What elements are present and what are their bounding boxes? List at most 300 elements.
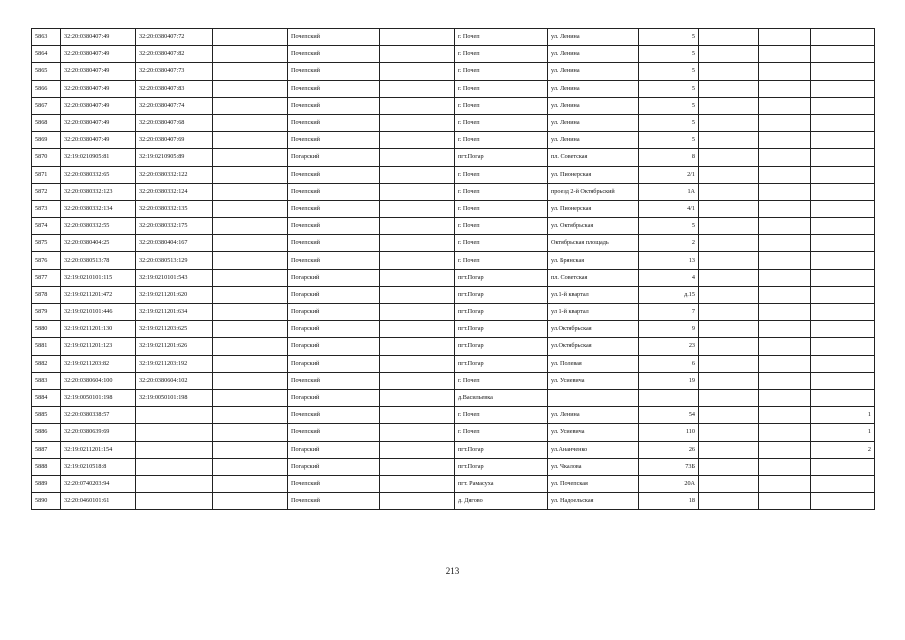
cadastral-number-cell: 32:19:0210101:446 <box>61 304 136 321</box>
district-cell: Погарский <box>288 149 380 166</box>
cadastral-number-cell: 32:20:0380407:49 <box>61 80 136 97</box>
blank-column-2-cell <box>380 166 455 183</box>
quantity-cell <box>811 355 875 372</box>
quantity-cell <box>811 389 875 406</box>
house-number-cell: 8 <box>639 149 699 166</box>
extra-column-2-cell <box>759 407 811 424</box>
table-row <box>32 252 875 269</box>
blank-column-cell <box>213 304 288 321</box>
house-number-cell <box>639 389 699 406</box>
extra-column-1-cell <box>699 200 759 217</box>
object-cadastral-number-cell: 32:20:0380332:135 <box>136 200 213 217</box>
house-number-cell: 20А <box>639 475 699 492</box>
street-cell: ул. Ленина <box>548 114 639 131</box>
street-cell: ул. Ленина <box>548 46 639 63</box>
table-row <box>32 114 875 131</box>
cadastral-number-cell: 32:20:0380407:49 <box>61 46 136 63</box>
street-cell: ул. Чкалова <box>548 458 639 475</box>
row-number-cell: 5883 <box>32 372 61 389</box>
house-number-cell: д.15 <box>639 286 699 303</box>
object-cadastral-number-cell: 32:19:0211203:625 <box>136 321 213 338</box>
blank-column-2-cell <box>380 183 455 200</box>
blank-column-cell <box>213 372 288 389</box>
district-cell: Почепский <box>288 114 380 131</box>
district-cell: Почепский <box>288 46 380 63</box>
district-cell: Погарский <box>288 286 380 303</box>
district-cell: Погарский <box>288 269 380 286</box>
blank-column-2-cell <box>380 304 455 321</box>
cadastral-number-cell: 32:20:0380407:49 <box>61 29 136 46</box>
settlement-cell: пгт.Погар <box>455 286 548 303</box>
extra-column-2-cell <box>759 252 811 269</box>
house-number-cell: 5 <box>639 132 699 149</box>
house-number-cell: 7 <box>639 304 699 321</box>
quantity-cell <box>811 235 875 252</box>
blank-column-cell <box>213 80 288 97</box>
extra-column-1-cell <box>699 355 759 372</box>
extra-column-2-cell <box>759 269 811 286</box>
table-body <box>32 29 875 510</box>
object-cadastral-number-cell: 32:20:0380407:83 <box>136 80 213 97</box>
blank-column-2-cell <box>380 424 455 441</box>
blank-column-cell <box>213 424 288 441</box>
table-row <box>32 372 875 389</box>
district-cell: Почепский <box>288 132 380 149</box>
table-row <box>32 166 875 183</box>
cadastral-number-cell: 32:20:0380407:49 <box>61 97 136 114</box>
object-cadastral-number-cell: 32:20:0380407:68 <box>136 114 213 131</box>
blank-column-cell <box>213 132 288 149</box>
quantity-cell <box>811 252 875 269</box>
extra-column-1-cell <box>699 252 759 269</box>
house-number-cell: 1А <box>639 183 699 200</box>
blank-column-2-cell <box>380 493 455 510</box>
house-number-cell: 5 <box>639 97 699 114</box>
settlement-cell: г. Почеп <box>455 29 548 46</box>
extra-column-1-cell <box>699 286 759 303</box>
blank-column-2-cell <box>380 132 455 149</box>
extra-column-2-cell <box>759 114 811 131</box>
extra-column-2-cell <box>759 132 811 149</box>
row-number-cell: 5877 <box>32 269 61 286</box>
table-row <box>32 132 875 149</box>
blank-column-2-cell <box>380 29 455 46</box>
street-cell: ул. Ленина <box>548 29 639 46</box>
house-number-cell: 19 <box>639 372 699 389</box>
row-number-cell: 5872 <box>32 183 61 200</box>
quantity-cell <box>811 200 875 217</box>
cadastral-number-cell: 32:20:0380407:49 <box>61 63 136 80</box>
blank-column-cell <box>213 338 288 355</box>
object-cadastral-number-cell: 32:20:0380407:69 <box>136 132 213 149</box>
object-cadastral-number-cell: 32:19:0211203:192 <box>136 355 213 372</box>
extra-column-1-cell <box>699 149 759 166</box>
object-cadastral-number-cell <box>136 441 213 458</box>
extra-column-1-cell <box>699 218 759 235</box>
row-number-cell: 5884 <box>32 389 61 406</box>
object-cadastral-number-cell: 32:19:0211201:620 <box>136 286 213 303</box>
object-cadastral-number-cell <box>136 407 213 424</box>
table-row <box>32 338 875 355</box>
extra-column-1-cell <box>699 235 759 252</box>
cadastral-number-cell: 32:20:0380338:57 <box>61 407 136 424</box>
row-number-cell: 5867 <box>32 97 61 114</box>
quantity-cell <box>811 166 875 183</box>
row-number-cell: 5890 <box>32 493 61 510</box>
street-cell: ул. Ленина <box>548 63 639 80</box>
settlement-cell: пгт.Погар <box>455 321 548 338</box>
extra-column-1-cell <box>699 441 759 458</box>
quantity-cell <box>811 97 875 114</box>
quantity-cell <box>811 304 875 321</box>
settlement-cell: пгт. Рамасуха <box>455 475 548 492</box>
cadastral-number-cell: 32:19:0211201:154 <box>61 441 136 458</box>
extra-column-1-cell <box>699 29 759 46</box>
table-row <box>32 235 875 252</box>
cadastral-number-cell: 32:19:0210101:115 <box>61 269 136 286</box>
district-cell: Почепский <box>288 235 380 252</box>
house-number-cell: 4 <box>639 269 699 286</box>
row-number-cell: 5885 <box>32 407 61 424</box>
quantity-cell <box>811 46 875 63</box>
object-cadastral-number-cell: 32:20:0380604:102 <box>136 372 213 389</box>
house-number-cell: 26 <box>639 441 699 458</box>
table-row <box>32 355 875 372</box>
house-number-cell: 6 <box>639 355 699 372</box>
settlement-cell: г. Почеп <box>455 424 548 441</box>
table-row <box>32 97 875 114</box>
settlement-cell: д. Дягово <box>455 493 548 510</box>
extra-column-2-cell <box>759 63 811 80</box>
quantity-cell <box>811 475 875 492</box>
blank-column-2-cell <box>380 286 455 303</box>
extra-column-1-cell <box>699 132 759 149</box>
quantity-cell <box>811 493 875 510</box>
object-cadastral-number-cell: 32:19:0210101:543 <box>136 269 213 286</box>
object-cadastral-number-cell <box>136 424 213 441</box>
street-cell: Октябрьская площадь <box>548 235 639 252</box>
cadastral-number-cell: 32:20:0380332:65 <box>61 166 136 183</box>
extra-column-2-cell <box>759 338 811 355</box>
extra-column-2-cell <box>759 458 811 475</box>
quantity-cell <box>811 63 875 80</box>
table-row <box>32 407 875 424</box>
blank-column-cell <box>213 97 288 114</box>
street-cell: ул. Пионерская <box>548 200 639 217</box>
settlement-cell: г. Почеп <box>455 372 548 389</box>
district-cell: Погарский <box>288 355 380 372</box>
street-cell: ул. Почепская <box>548 475 639 492</box>
object-cadastral-number-cell: 32:20:0380407:82 <box>136 46 213 63</box>
street-cell: ул.Октябрьская <box>548 321 639 338</box>
cadastral-number-cell: 32:19:0211201:123 <box>61 338 136 355</box>
extra-column-2-cell <box>759 80 811 97</box>
cadastral-number-cell: 32:19:0211201:130 <box>61 321 136 338</box>
settlement-cell: г. Почеп <box>455 235 548 252</box>
blank-column-2-cell <box>380 97 455 114</box>
extra-column-2-cell <box>759 424 811 441</box>
cadastral-number-cell: 32:20:0460101:61 <box>61 493 136 510</box>
settlement-cell: пгт.Погар <box>455 304 548 321</box>
object-cadastral-number-cell: 32:20:0380513:129 <box>136 252 213 269</box>
house-number-cell: 2/1 <box>639 166 699 183</box>
row-number-cell: 5869 <box>32 132 61 149</box>
quantity-cell: 1 <box>811 407 875 424</box>
blank-column-cell <box>213 355 288 372</box>
street-cell: пл. Советская <box>548 149 639 166</box>
row-number-cell: 5881 <box>32 338 61 355</box>
quantity-cell: 1 <box>811 424 875 441</box>
page-number: 213 <box>445 566 460 576</box>
extra-column-1-cell <box>699 80 759 97</box>
object-cadastral-number-cell: 32:20:0380332:122 <box>136 166 213 183</box>
settlement-cell: г. Почеп <box>455 183 548 200</box>
district-cell: Почепский <box>288 475 380 492</box>
blank-column-cell <box>213 63 288 80</box>
district-cell: Почепский <box>288 63 380 80</box>
cadastral-number-cell: 32:19:0210518:8 <box>61 458 136 475</box>
extra-column-2-cell <box>759 355 811 372</box>
settlement-cell: г. Почеп <box>455 114 548 131</box>
table-row <box>32 183 875 200</box>
blank-column-2-cell <box>380 218 455 235</box>
cadastral-number-cell: 32:19:0210905:81 <box>61 149 136 166</box>
cadastral-number-cell: 32:19:0050101:198 <box>61 389 136 406</box>
street-cell: проезд 2-й Октябрьский <box>548 183 639 200</box>
row-number-cell: 5875 <box>32 235 61 252</box>
cadastral-number-cell: 32:20:0380407:49 <box>61 114 136 131</box>
blank-column-2-cell <box>380 63 455 80</box>
district-cell: Погарский <box>288 389 380 406</box>
table-row <box>32 493 875 510</box>
settlement-cell: г. Почеп <box>455 252 548 269</box>
object-cadastral-number-cell <box>136 493 213 510</box>
house-number-cell: 5 <box>639 80 699 97</box>
blank-column-cell <box>213 269 288 286</box>
quantity-cell <box>811 286 875 303</box>
extra-column-2-cell <box>759 493 811 510</box>
extra-column-1-cell <box>699 166 759 183</box>
blank-column-cell <box>213 252 288 269</box>
extra-column-1-cell <box>699 407 759 424</box>
house-number-cell: 5 <box>639 63 699 80</box>
cadastral-number-cell: 32:20:0380332:134 <box>61 200 136 217</box>
blank-column-cell <box>213 149 288 166</box>
table-row <box>32 441 875 458</box>
street-cell: ул. Ленина <box>548 80 639 97</box>
extra-column-1-cell <box>699 321 759 338</box>
blank-column-2-cell <box>380 441 455 458</box>
cadastral-number-cell: 32:20:0740203:94 <box>61 475 136 492</box>
row-number-cell: 5863 <box>32 29 61 46</box>
table-row <box>32 63 875 80</box>
blank-column-cell <box>213 200 288 217</box>
cadastral-number-cell: 32:19:0211201:472 <box>61 286 136 303</box>
blank-column-2-cell <box>380 338 455 355</box>
district-cell: Почепский <box>288 407 380 424</box>
row-number-cell: 5888 <box>32 458 61 475</box>
extra-column-2-cell <box>759 46 811 63</box>
table-row <box>32 286 875 303</box>
street-cell: ул. Полевая <box>548 355 639 372</box>
extra-column-1-cell <box>699 114 759 131</box>
object-cadastral-number-cell: 32:20:0380407:74 <box>136 97 213 114</box>
street-cell: ул. Октябрьская <box>548 218 639 235</box>
object-cadastral-number-cell: 32:19:0211201:634 <box>136 304 213 321</box>
cadastral-number-cell: 32:20:0380639:69 <box>61 424 136 441</box>
settlement-cell: г. Почеп <box>455 218 548 235</box>
extra-column-2-cell <box>759 29 811 46</box>
district-cell: Почепский <box>288 493 380 510</box>
district-cell: Почепский <box>288 252 380 269</box>
quantity-cell <box>811 183 875 200</box>
table-row <box>32 389 875 406</box>
extra-column-1-cell <box>699 269 759 286</box>
quantity-cell <box>811 29 875 46</box>
district-cell: Погарский <box>288 304 380 321</box>
blank-column-cell <box>213 321 288 338</box>
register-table <box>31 28 875 510</box>
extra-column-2-cell <box>759 235 811 252</box>
quantity-cell <box>811 132 875 149</box>
blank-column-2-cell <box>380 149 455 166</box>
extra-column-1-cell <box>699 475 759 492</box>
quantity-cell <box>811 321 875 338</box>
district-cell: Почепский <box>288 200 380 217</box>
object-cadastral-number-cell: 32:20:0380404:167 <box>136 235 213 252</box>
house-number-cell: 4/1 <box>639 200 699 217</box>
table-row <box>32 80 875 97</box>
row-number-cell: 5880 <box>32 321 61 338</box>
row-number-cell: 5889 <box>32 475 61 492</box>
object-cadastral-number-cell <box>136 458 213 475</box>
district-cell: Почепский <box>288 29 380 46</box>
district-cell: Почепский <box>288 80 380 97</box>
extra-column-2-cell <box>759 200 811 217</box>
extra-column-1-cell <box>699 389 759 406</box>
blank-column-cell <box>213 441 288 458</box>
settlement-cell: пгт.Погар <box>455 149 548 166</box>
house-number-cell: 5 <box>639 114 699 131</box>
extra-column-1-cell <box>699 338 759 355</box>
street-cell <box>548 389 639 406</box>
blank-column-cell <box>213 183 288 200</box>
table-row <box>32 424 875 441</box>
street-cell: ул.Ананченко <box>548 441 639 458</box>
cadastral-number-cell: 32:20:0380604:100 <box>61 372 136 389</box>
quantity-cell: 2 <box>811 441 875 458</box>
extra-column-1-cell <box>699 458 759 475</box>
extra-column-2-cell <box>759 475 811 492</box>
house-number-cell: 5 <box>639 29 699 46</box>
district-cell: Погарский <box>288 321 380 338</box>
district-cell: Погарский <box>288 441 380 458</box>
table-row <box>32 321 875 338</box>
blank-column-cell <box>213 235 288 252</box>
table-row <box>32 475 875 492</box>
house-number-cell: 13 <box>639 252 699 269</box>
blank-column-2-cell <box>380 458 455 475</box>
extra-column-2-cell <box>759 97 811 114</box>
street-cell: ул 1-й квартал <box>548 304 639 321</box>
street-cell: ул. Усиевича <box>548 372 639 389</box>
blank-column-cell <box>213 218 288 235</box>
cadastral-number-cell: 32:20:0380332:55 <box>61 218 136 235</box>
blank-column-cell <box>213 29 288 46</box>
table-row <box>32 149 875 166</box>
extra-column-1-cell <box>699 304 759 321</box>
blank-column-2-cell <box>380 372 455 389</box>
house-number-cell: 110 <box>639 424 699 441</box>
row-number-cell: 5868 <box>32 114 61 131</box>
settlement-cell: г. Почеп <box>455 46 548 63</box>
object-cadastral-number-cell: 32:20:0380332:175 <box>136 218 213 235</box>
row-number-cell: 5878 <box>32 286 61 303</box>
street-cell: пл. Советская <box>548 269 639 286</box>
house-number-cell: 18 <box>639 493 699 510</box>
object-cadastral-number-cell <box>136 475 213 492</box>
extra-column-2-cell <box>759 149 811 166</box>
blank-column-cell <box>213 46 288 63</box>
object-cadastral-number-cell: 32:19:0210905:89 <box>136 149 213 166</box>
blank-column-cell <box>213 114 288 131</box>
settlement-cell: г. Почеп <box>455 132 548 149</box>
extra-column-1-cell <box>699 63 759 80</box>
street-cell: ул.1-й квартал <box>548 286 639 303</box>
blank-column-2-cell <box>380 200 455 217</box>
extra-column-2-cell <box>759 286 811 303</box>
quantity-cell <box>811 114 875 131</box>
blank-column-2-cell <box>380 80 455 97</box>
settlement-cell: д.Васильевка <box>455 389 548 406</box>
extra-column-1-cell <box>699 424 759 441</box>
quantity-cell <box>811 338 875 355</box>
settlement-cell: г. Почеп <box>455 63 548 80</box>
blank-column-cell <box>213 407 288 424</box>
cadastral-number-cell: 32:20:0380404:25 <box>61 235 136 252</box>
row-number-cell: 5879 <box>32 304 61 321</box>
house-number-cell: 5 <box>639 218 699 235</box>
street-cell: ул. Пионерская <box>548 166 639 183</box>
street-cell: ул. Брянская <box>548 252 639 269</box>
house-number-cell: 2 <box>639 235 699 252</box>
blank-column-cell <box>213 493 288 510</box>
row-number-cell: 5876 <box>32 252 61 269</box>
extra-column-2-cell <box>759 183 811 200</box>
blank-column-2-cell <box>380 407 455 424</box>
settlement-cell: пгт.Погар <box>455 338 548 355</box>
blank-column-2-cell <box>380 46 455 63</box>
quantity-cell <box>811 458 875 475</box>
table-row <box>32 269 875 286</box>
row-number-cell: 5887 <box>32 441 61 458</box>
blank-column-2-cell <box>380 114 455 131</box>
extra-column-2-cell <box>759 372 811 389</box>
object-cadastral-number-cell: 32:20:0380407:73 <box>136 63 213 80</box>
row-number-cell: 5882 <box>32 355 61 372</box>
settlement-cell: пгт.Погар <box>455 355 548 372</box>
house-number-cell: 23 <box>639 338 699 355</box>
house-number-cell: 5 <box>639 46 699 63</box>
blank-column-2-cell <box>380 321 455 338</box>
object-cadastral-number-cell: 32:19:0211201:626 <box>136 338 213 355</box>
district-cell: Погарский <box>288 458 380 475</box>
cadastral-number-cell: 32:20:0380332:123 <box>61 183 136 200</box>
row-number-cell: 5873 <box>32 200 61 217</box>
quantity-cell <box>811 149 875 166</box>
extra-column-1-cell <box>699 97 759 114</box>
blank-column-2-cell <box>380 235 455 252</box>
